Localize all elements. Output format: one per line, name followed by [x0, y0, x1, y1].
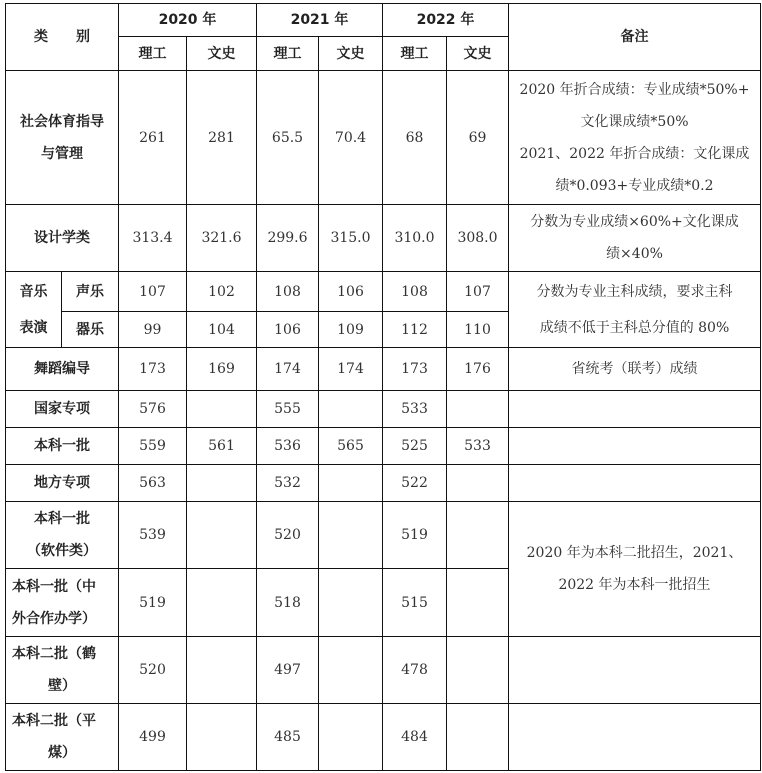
note-cell: 分数为专业成绩×60%+文化课成 绩×40%: [509, 205, 761, 272]
table-row: [6, 348, 761, 391]
row-category: 设计学类: [6, 205, 119, 272]
row-category: 本科一批 （软件类）: [6, 502, 119, 569]
score-cell: 499: [119, 704, 187, 771]
score-cell: 315.0: [319, 205, 383, 272]
score-cell: 261: [119, 71, 187, 205]
score-cell: 478: [383, 637, 447, 704]
score-cell: 576: [119, 391, 187, 428]
score-cell: 522: [383, 465, 447, 502]
score-cell: 65.5: [257, 71, 319, 205]
sub-header-2020-arts: 文史: [187, 37, 257, 71]
score-cell: 525: [383, 428, 447, 465]
score-cell: 519: [383, 502, 447, 569]
score-cell: [447, 637, 509, 704]
score-cell: 536: [257, 428, 319, 465]
score-cell: 532: [257, 465, 319, 502]
score-cell: 485: [257, 704, 319, 771]
score-cell: [187, 465, 257, 502]
table-row: [6, 428, 761, 465]
score-cell: [447, 391, 509, 428]
score-cell: [187, 391, 257, 428]
score-cell: 108: [257, 272, 319, 312]
score-cell: 102: [187, 272, 257, 312]
score-cell: [187, 502, 257, 569]
header-row-years: [6, 4, 761, 37]
score-cell: 321.6: [187, 205, 257, 272]
year-2022-header: 2022 年: [383, 4, 509, 37]
table-row: [6, 205, 761, 272]
score-cell: 173: [383, 348, 447, 391]
score-cell: 110: [447, 312, 509, 348]
score-cell: 310.0: [383, 205, 447, 272]
score-cell: 99: [119, 312, 187, 348]
score-cell: 107: [119, 272, 187, 312]
score-cell: [319, 502, 383, 569]
score-cell: 107: [447, 272, 509, 312]
row-subcategory: 器乐: [62, 312, 119, 348]
note-cell: [509, 428, 761, 465]
year-2021-header: 2021 年: [257, 4, 383, 37]
score-cell: 174: [257, 348, 319, 391]
row-subcategory: 声乐: [62, 272, 119, 312]
score-cell: 519: [119, 569, 187, 637]
score-cell: 555: [257, 391, 319, 428]
sub-header-2021-arts: 文史: [319, 37, 383, 71]
category-header: 类 别: [6, 4, 119, 71]
score-cell: [319, 465, 383, 502]
score-cell: 308.0: [447, 205, 509, 272]
row-category: 本科一批: [6, 428, 119, 465]
score-cell: 112: [383, 312, 447, 348]
score-cell: 281: [187, 71, 257, 205]
score-cell: 520: [119, 637, 187, 704]
score-cell: [447, 704, 509, 771]
score-cell: 108: [383, 272, 447, 312]
year-2020-header: 2020 年: [119, 4, 257, 37]
score-cell: 313.4: [119, 205, 187, 272]
score-cell: 68: [383, 71, 447, 205]
table-row: [6, 465, 761, 502]
row-group-category: 音乐 表演: [6, 272, 62, 348]
row-category: 本科二批（鹤 壁）: [6, 637, 119, 704]
score-cell: 70.4: [319, 71, 383, 205]
note-cell: [509, 637, 761, 704]
score-cell: 563: [119, 465, 187, 502]
table-row: [6, 391, 761, 428]
score-cell: 561: [187, 428, 257, 465]
score-cell: 173: [119, 348, 187, 391]
score-cell: [319, 704, 383, 771]
score-cell: 104: [187, 312, 257, 348]
score-cell: [319, 637, 383, 704]
score-cell: [447, 502, 509, 569]
table-row: [6, 704, 761, 771]
table-row: [6, 502, 761, 569]
score-cell: 69: [447, 71, 509, 205]
score-cell: [319, 569, 383, 637]
score-cell: [187, 704, 257, 771]
score-cell: 169: [187, 348, 257, 391]
score-cell: [319, 391, 383, 428]
score-cell: [447, 465, 509, 502]
score-cell: 533: [447, 428, 509, 465]
score-cell: 109: [319, 312, 383, 348]
row-category: 本科二批（平 煤）: [6, 704, 119, 771]
score-cell: 533: [383, 391, 447, 428]
score-cell: 559: [119, 428, 187, 465]
row-category: 地方专项: [6, 465, 119, 502]
note-cell: [509, 704, 761, 771]
note-cell: 2020 年为本科二批招生，2021、 2022 年为本科一批招生: [509, 502, 761, 637]
score-cell: 106: [319, 272, 383, 312]
table-row: [6, 71, 761, 205]
row-category: 舞蹈编导: [6, 348, 119, 391]
score-cell: [187, 569, 257, 637]
score-cell: 565: [319, 428, 383, 465]
score-cell: 174: [319, 348, 383, 391]
score-cell: 299.6: [257, 205, 319, 272]
sub-header-2021-science: 理工: [257, 37, 319, 71]
note-cell: [509, 465, 761, 502]
score-cell: 515: [383, 569, 447, 637]
sub-header-2022-arts: 文史: [447, 37, 509, 71]
table-row: [6, 272, 761, 312]
score-cell: 484: [383, 704, 447, 771]
score-cell: 518: [257, 569, 319, 637]
admission-scores-table: [5, 3, 761, 771]
note-cell: 2020 年折合成绩：专业成绩*50%+ 文化课成绩*50% 2021、2022 年折合成绩：文化课成 绩*0.093+专业成绩*0.2: [509, 71, 761, 205]
row-category: 本科一批（中 外合作办学）: [6, 569, 119, 637]
score-cell: [447, 569, 509, 637]
note-cell: 分数为专业主科成绩，要求主科 成绩不低于主科总分值的 80%: [509, 272, 761, 348]
row-category: 国家专项: [6, 391, 119, 428]
note-cell: 省统考（联考）成绩: [509, 348, 761, 391]
sub-header-2020-science: 理工: [119, 37, 187, 71]
score-cell: 176: [447, 348, 509, 391]
note-header: 备注: [509, 4, 761, 71]
score-cell: [187, 637, 257, 704]
score-cell: 520: [257, 502, 319, 569]
sub-header-2022-science: 理工: [383, 37, 447, 71]
row-category: 社会体育指导 与管理: [6, 71, 119, 205]
score-cell: 539: [119, 502, 187, 569]
note-cell: [509, 391, 761, 428]
table-row: [6, 637, 761, 704]
score-cell: 106: [257, 312, 319, 348]
score-cell: 497: [257, 637, 319, 704]
